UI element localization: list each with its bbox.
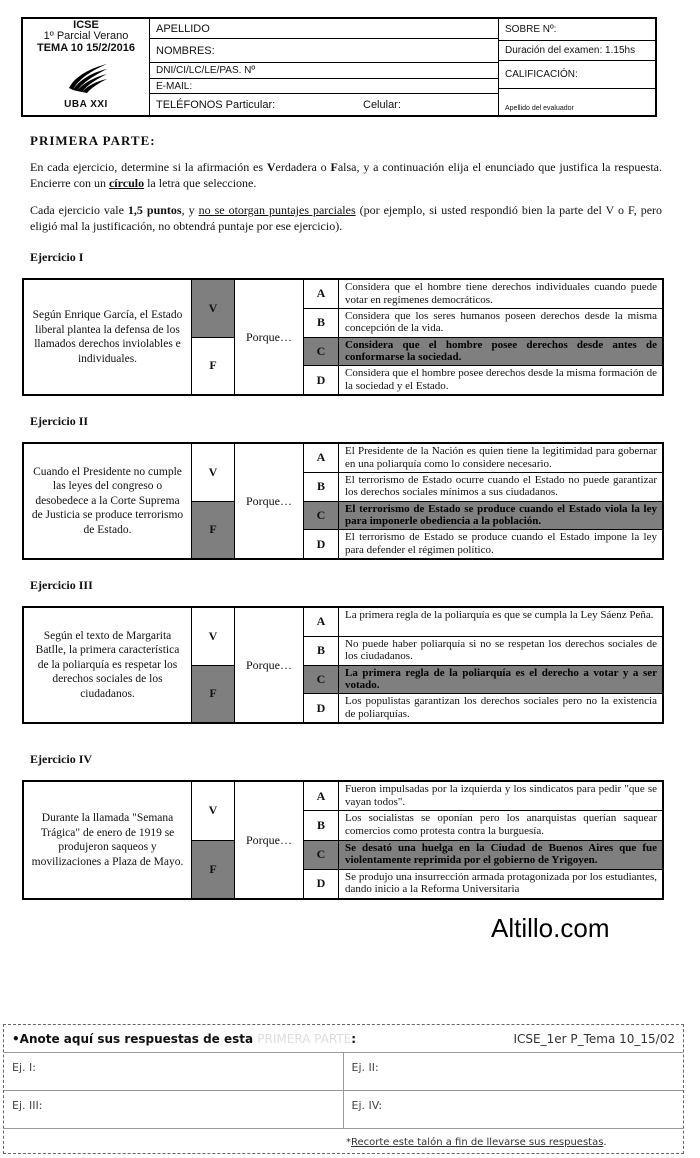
text: erdadera o bbox=[275, 160, 331, 174]
option-letter[interactable]: D bbox=[304, 694, 339, 722]
option-verdadero[interactable]: V bbox=[208, 803, 218, 818]
tema-date: TEMA 10 15/2/2016 bbox=[36, 42, 136, 54]
option-letter[interactable]: B bbox=[304, 473, 339, 501]
option-text: Los populistas garantizan los derechos sociales pero no la existencia de poliarquías. bbox=[345, 695, 657, 720]
exercise-statement: Según Enrique García, el Estado liberal plantea la defensa de los llamados derechos inviolables e individuales. bbox=[24, 280, 192, 394]
answer-slip-header bbox=[4, 1025, 683, 1053]
field-label: TELÉFONOS Particular: bbox=[156, 98, 276, 111]
text: * bbox=[346, 1137, 351, 1148]
justification-option[interactable] bbox=[304, 869, 662, 898]
section-title: PRIMERA PARTE: bbox=[30, 133, 156, 148]
field-nombres[interactable] bbox=[150, 39, 498, 63]
text: Recorte este talón a fin de llevarse sus respuestas bbox=[351, 1137, 604, 1148]
true-false-choice bbox=[192, 280, 235, 394]
field-label: Ej. I: bbox=[12, 1061, 36, 1074]
option-text: Considera que el hombre tiene derechos individuales cuando puede votar en regímenes democráticos. bbox=[345, 281, 657, 306]
field-duracion bbox=[499, 41, 655, 61]
justification-options bbox=[304, 280, 662, 394]
option-verdadero[interactable]: V bbox=[208, 464, 218, 479]
option-letter[interactable]: C bbox=[304, 841, 339, 869]
exercise-title: Ejercicio III bbox=[30, 578, 93, 592]
field-label: Duración del examen: 1.15hs bbox=[505, 45, 636, 56]
text: alsa, y a continuación elija el enunciado que justifica la respuesta. Encierre con un bbox=[30, 160, 662, 190]
field-label: CALIFICACIÓN: bbox=[505, 69, 578, 80]
field-label: DNI/CI/LC/LE/PAS. Nº bbox=[156, 65, 256, 76]
true-false-choice bbox=[192, 782, 235, 898]
uba-logo-icon bbox=[61, 58, 111, 94]
answer-field-ej3[interactable] bbox=[4, 1091, 344, 1129]
exercise-4 bbox=[22, 780, 664, 900]
exam-name: 1º Parcial Verano bbox=[43, 30, 129, 42]
option-letter[interactable]: D bbox=[304, 530, 339, 558]
option-text: No puede haber poliarquía si no se respetan los derechos sociales de los ciudadanos. bbox=[345, 637, 657, 663]
answer-field-ej2[interactable] bbox=[344, 1053, 684, 1091]
field-label: E-MAIL: bbox=[156, 80, 193, 92]
text: no se otorgan puntajes parciales bbox=[198, 203, 356, 217]
text: círculo bbox=[108, 175, 145, 190]
justification-option[interactable] bbox=[304, 636, 662, 665]
text: : bbox=[351, 1031, 357, 1046]
answer-field-ej4[interactable] bbox=[344, 1091, 684, 1129]
exercise-statement: Cuando el Presidente no cumple las leyes del congreso o desobedece a la Corte Suprema de Justicia se produce terrorismo de Estado. bbox=[24, 444, 192, 558]
option-falso[interactable]: F bbox=[192, 840, 234, 899]
option-letter[interactable]: D bbox=[304, 366, 339, 394]
option-text: La primera regla de la poliarquía es el derecho a votar y a ser votado. bbox=[339, 666, 662, 694]
exam-code: ICSE_1er P_Tema 10_15/02 bbox=[513, 1031, 675, 1046]
option-letter[interactable]: C bbox=[304, 502, 339, 530]
cut-note bbox=[346, 1137, 607, 1148]
justification-option[interactable] bbox=[304, 693, 662, 722]
justification-option[interactable] bbox=[304, 308, 662, 337]
option-text: Fueron impulsadas por la izquierda y los sindicatos para pedir "que se vayan todos". bbox=[345, 783, 657, 808]
option-letter[interactable]: C bbox=[304, 338, 339, 366]
justification-option[interactable] bbox=[304, 280, 662, 308]
option-text: Considera que los seres humanos poseen derechos desde la misma concepción de la vida. bbox=[345, 309, 657, 335]
text: la letra que seleccione. bbox=[144, 175, 257, 190]
exercise-title: Ejercicio I bbox=[30, 250, 84, 264]
field-label: Ej. II: bbox=[351, 1061, 379, 1074]
field-email[interactable] bbox=[150, 79, 498, 94]
field-label: NOMBRES: bbox=[156, 44, 215, 57]
option-text: El Presidente de la Nación es quien tiene la legitimidad para gobernar en una poliarquía como lo considere necesario. bbox=[345, 445, 657, 470]
exercise-title: Ejercicio IV bbox=[30, 752, 93, 766]
option-falso[interactable]: F bbox=[192, 665, 234, 723]
option-letter[interactable]: D bbox=[304, 870, 339, 898]
field-label: Apellido del evaluador bbox=[505, 105, 574, 112]
field-dni[interactable] bbox=[150, 63, 498, 79]
exercise-statement: Según el texto de Margarita Batlle, la primera característica de la poliarquía es respetar los derechos sociales de los ciudadanos. bbox=[24, 608, 192, 722]
option-letter[interactable]: C bbox=[304, 666, 339, 694]
porque-label: Porque… bbox=[235, 608, 304, 722]
answer-slip-label bbox=[12, 1032, 356, 1046]
text: F bbox=[330, 160, 338, 174]
answer-field-ej1[interactable] bbox=[4, 1053, 344, 1091]
text: V bbox=[266, 160, 276, 174]
field-label: Ej. IV: bbox=[351, 1099, 383, 1112]
justification-option[interactable] bbox=[304, 840, 662, 869]
org-name: ICSE bbox=[73, 19, 99, 31]
watermark[interactable]: Altillo.com bbox=[491, 913, 610, 943]
text: (por ejemplo, si usted respondió bien la parte del V o F, pero eligió mal la justificación, no obtendrá puntaje por ese ejercicio). bbox=[30, 203, 663, 233]
field-apellido[interactable] bbox=[150, 19, 498, 39]
option-letter[interactable]: A bbox=[304, 280, 339, 308]
option-text: Los socialistas se oponían pero los anarquistas querían saquear comercios como protesta contra la burguesía. bbox=[345, 812, 657, 837]
option-verdadero[interactable]: V bbox=[208, 628, 218, 643]
justification-option[interactable] bbox=[304, 810, 662, 839]
exercise-2 bbox=[22, 442, 664, 560]
exercise-statement: Durante la llamada "Semana Trágica" de enero de 1919 se produjeron saqueos y movilizaciones a Plaza de Mayo. bbox=[24, 782, 192, 898]
option-letter[interactable]: A bbox=[304, 782, 339, 810]
porque-label: Porque… bbox=[235, 782, 304, 898]
logo-text: UBA XXI bbox=[64, 99, 108, 110]
option-letter[interactable]: B bbox=[304, 811, 339, 839]
field-label: APELLIDO bbox=[156, 22, 210, 35]
field-telefonos[interactable] bbox=[150, 94, 498, 115]
field-evaluador[interactable] bbox=[499, 89, 655, 115]
exercise-3 bbox=[22, 606, 664, 724]
grading-fields bbox=[499, 19, 655, 115]
option-text: El terrorismo de Estado se produce cuando el Estado impone la ley para defender el régimen político. bbox=[345, 531, 657, 556]
institution-block bbox=[23, 19, 150, 115]
option-falso[interactable]: F bbox=[192, 337, 234, 395]
instructions-paragraph-1 bbox=[30, 160, 662, 191]
exercise-title: Ejercicio II bbox=[30, 414, 89, 428]
justification-option[interactable] bbox=[304, 337, 662, 366]
justification-option[interactable] bbox=[304, 501, 662, 530]
instructions-paragraph-2 bbox=[30, 203, 662, 234]
option-letter[interactable]: B bbox=[304, 309, 339, 337]
justification-option[interactable] bbox=[304, 782, 662, 810]
text: , y bbox=[181, 203, 199, 217]
option-verdadero[interactable]: V bbox=[192, 280, 234, 337]
option-text: El terrorismo de Estado ocurre cuando el Estado no puede garantizar los derechos sociales mínimos a sus ciudadanos. bbox=[345, 473, 657, 499]
option-text: Considera que el hombre posee derechos desde antes de conformarse la sociedad. bbox=[339, 338, 662, 366]
field-calificacion[interactable] bbox=[499, 61, 655, 89]
justification-option[interactable] bbox=[304, 529, 662, 558]
true-false-choice bbox=[192, 444, 235, 558]
justification-option[interactable] bbox=[304, 665, 662, 694]
text: . bbox=[603, 1137, 607, 1148]
option-text: Se produjo una insurrección armada protagonizada por los estudiantes, dando inicio a la Reforma Universitaria bbox=[345, 870, 657, 896]
field-label: Celular: bbox=[363, 98, 401, 111]
justification-options bbox=[304, 608, 662, 722]
exercise-1 bbox=[22, 278, 664, 396]
field-sobre[interactable] bbox=[499, 19, 655, 41]
true-false-choice bbox=[192, 608, 235, 722]
option-letter[interactable]: B bbox=[304, 637, 339, 665]
text: En cada ejercicio, determine si la afirmación es bbox=[30, 160, 267, 174]
field-label: SOBRE Nº: bbox=[505, 24, 557, 35]
option-text: El terrorismo de Estado se produce cuando el Estado viola la ley para imponerle obediencia a la población. bbox=[339, 502, 662, 530]
answer-grid bbox=[4, 1053, 683, 1129]
justification-option[interactable] bbox=[304, 472, 662, 501]
text: 1,5 puntos bbox=[127, 203, 182, 217]
option-text: Se desató una huelga en la Ciudad de Buenos Aires que fue violentamente reprimida por el gobierno de Yrigoyen. bbox=[339, 841, 662, 869]
justification-options bbox=[304, 782, 662, 898]
porque-label: Porque… bbox=[235, 280, 304, 394]
text: •Anote aquí sus respuestas de esta bbox=[12, 1031, 258, 1046]
justification-option[interactable] bbox=[304, 608, 662, 636]
justification-option[interactable] bbox=[304, 365, 662, 394]
answer-slip bbox=[3, 1024, 684, 1154]
porque-label: Porque… bbox=[235, 444, 304, 558]
option-falso[interactable]: F bbox=[192, 501, 234, 559]
option-text: La primera regla de la poliarquía es que se cumpla la Ley Sáenz Peña. bbox=[345, 609, 654, 621]
text: PRIMERA PARTE bbox=[257, 1031, 352, 1046]
student-fields bbox=[150, 19, 499, 115]
option-letter[interactable]: A bbox=[304, 608, 339, 636]
exam-header bbox=[21, 17, 657, 117]
option-text: Considera que el hombre posee derechos desde la misma formación de la sociedad y el Estado. bbox=[345, 367, 657, 392]
option-letter[interactable]: A bbox=[304, 444, 339, 472]
text: Cada ejercicio vale bbox=[30, 203, 128, 217]
field-label: Ej. III: bbox=[12, 1099, 43, 1112]
justification-option[interactable] bbox=[304, 444, 662, 472]
justification-options bbox=[304, 444, 662, 558]
